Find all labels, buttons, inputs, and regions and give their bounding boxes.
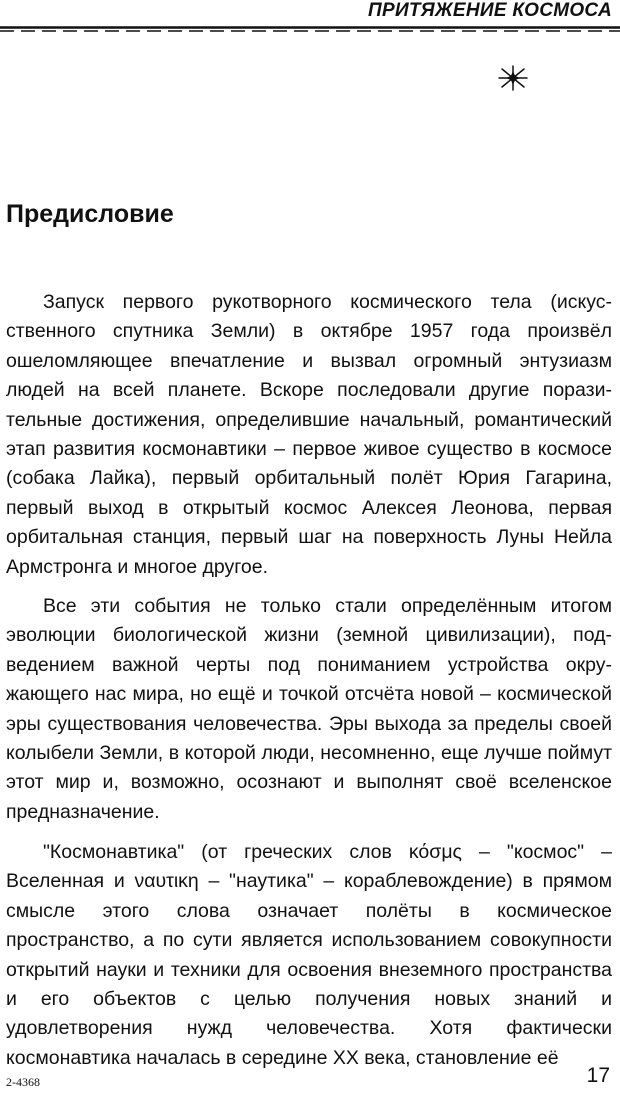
star-burst-icon	[496, 64, 530, 92]
paragraph-1	[6, 288, 612, 582]
chapter-title: Предисловие	[6, 200, 174, 228]
page-number: 17	[586, 1064, 610, 1087]
paragraph-text: "Космонавтика" (от греческих слов κόσμς – "космос" – Вселенная и ναυτικη – "наутика" – кораблевождение) в прямом смысле этого слова означает полёты в космическое пространство, а по сути является использованием совокупности открытий науки и техники для освоения внеземного пространства и его объектов с целью получения новых знаний и удовлетворения нужд человечества. Хотя фактически космонавтика началась в середине XX века, становление её	[6, 841, 612, 1069]
signature-code: 2-4368	[6, 1075, 40, 1089]
running-header-title: ПРИТЯЖЕНИЕ КОСМОСА	[368, 0, 612, 21]
header-rule	[0, 26, 620, 33]
paragraph-2	[6, 592, 612, 827]
paragraph-3	[6, 838, 612, 1073]
paragraph-text: Все эти события не только стали определённым итогом эволюции биологической жизни (земной цивилизации), подведением важной черты под пониманием устройства окружающего нас мира, но ещё и точкой отсчёта новой – космической эры существования человечества. Эры выхода за пределы своей колыбели Земли, в которой люди, несомненно, еще лучше поймут этот мир и, возможно, осознают и выполнят своё вселенское предназначение.	[6, 595, 612, 823]
paragraph-text: Запуск первого рукотворного космического тела (искусственного спутника Земли) в октябре 1957 года произвёл ошеломляющее впечатление и вызвал огромный энтузиазм людей на всей планете. Вскоре последовали другие поразительные достижения, определившие начальный, романтический этап развития космонавтики – первое живое существо в космосе (собака Лайка), первый орбитальный полёт Юрия Гагарина, первый выход в открытый космос Алексея Леонова, первая орбитальная станция, первый шаг на поверхность Луны Нейла Армстронга и многое другое.	[6, 291, 612, 578]
